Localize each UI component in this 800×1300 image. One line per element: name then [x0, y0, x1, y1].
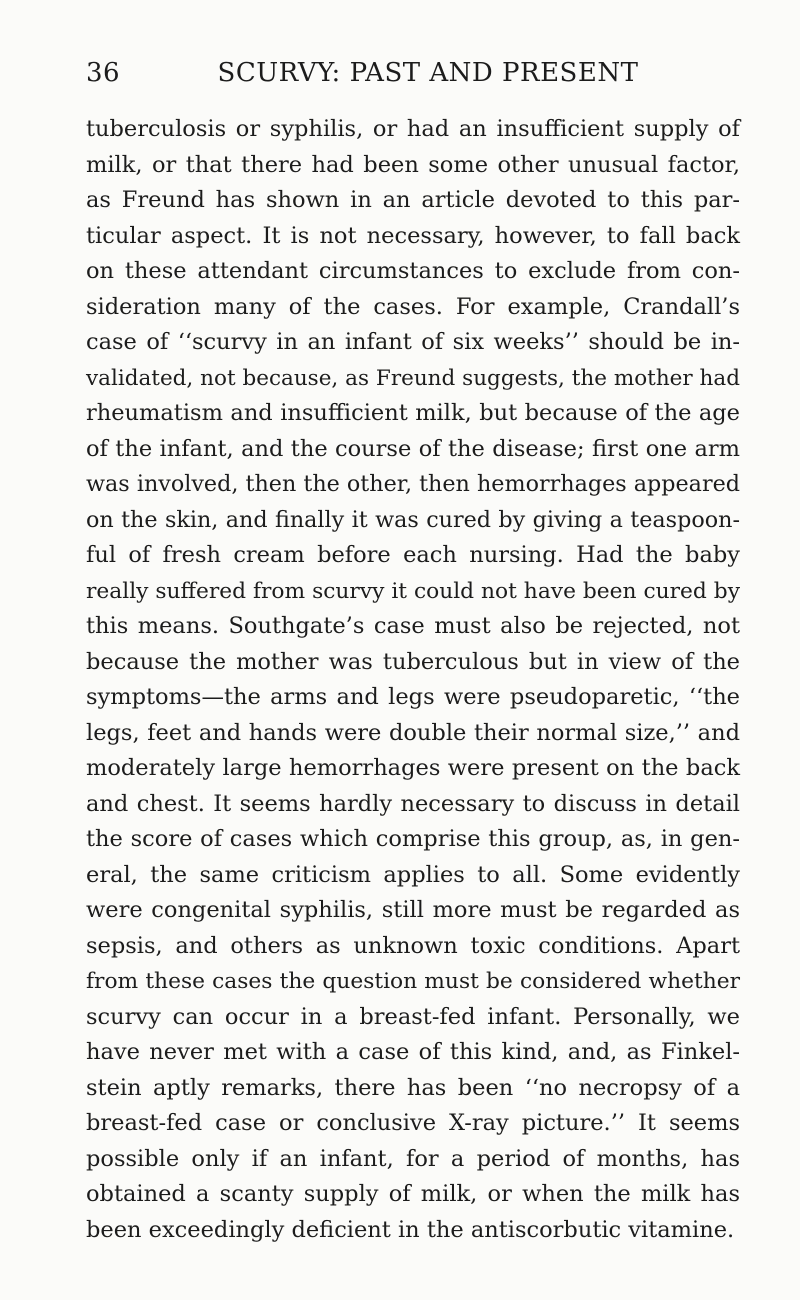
text-line: have never met with a case of this kind, and, as Finkel-	[86, 1039, 740, 1065]
text-line: the score of cases which comprise this group, as, in gen-	[86, 826, 740, 852]
text-line: stein aptly remarks, there has been ‘‘no necropsy of a	[86, 1074, 740, 1101]
text-line: sepsis, and others as unknown toxic conditions. Apart	[86, 932, 740, 959]
text-line: been exceedingly deficient in the antiscorbutic vitamine.	[86, 1216, 735, 1243]
body-paragraph	[86, 112, 740, 1248]
text-line: of the infant, and the course of the disease; first one arm	[86, 435, 740, 462]
text-line: case of ‘‘scurvy in an infant of six weeks’’ should be in-	[86, 329, 740, 355]
text-line: breast-fed case or conclusive X-ray picture.’’ It seems	[86, 1110, 740, 1136]
text-line: milk, or that there had been some other unusual factor,	[86, 151, 740, 178]
running-head	[86, 58, 740, 98]
text-line: this means. Southgate’s case must also be rejected, not	[86, 613, 740, 639]
text-line: really suffered from scurvy it could not have been cured by	[86, 578, 740, 604]
text-line: as Freund has shown in an article devoted to this par-	[86, 187, 740, 213]
running-title: SCURVY: PAST AND PRESENT	[217, 58, 639, 88]
text-line: ticular aspect. It is not necessary, however, to fall back	[86, 222, 740, 249]
text-line: and chest. It seems hardly necessary to discuss in detail	[86, 790, 740, 817]
text-line: scurvy can occur in a breast-fed infant. Personally, we	[86, 1003, 740, 1030]
text-line: was involved, then the other, then hemorrhages appeared	[86, 471, 740, 497]
text-line: on these attendant circumstances to exclude from con-	[86, 258, 740, 284]
text-line: because the mother was tuberculous but in view of the	[86, 648, 740, 675]
text-line: tuberculosis or syphilis, or had an insufficient supply of	[86, 116, 740, 142]
text-line: on the skin, and finally it was cured by giving a teaspoon-	[86, 506, 740, 533]
text-line: from these cases the question must be considered whether	[86, 969, 740, 994]
text-line: obtained a scanty supply of milk, or when the milk has	[86, 1181, 740, 1207]
text-line: validated, not because, as Freund suggests, the mother had	[86, 365, 740, 391]
text-line: possible only if an infant, for a period of months, has	[86, 1145, 740, 1172]
text-line: sideration many of the cases. For example, Crandall’s	[86, 293, 740, 320]
text-line: were congenital syphilis, still more must be regarded as	[86, 897, 740, 923]
text-line: eral, the same criticism applies to all. Some evidently	[86, 861, 740, 888]
text-line: moderately large hemorrhages were present on the back	[86, 755, 740, 781]
text-line: rheumatism and insufficient milk, but because of the age	[86, 400, 740, 426]
text-line: legs, feet and hands were double their normal size,’’ and	[86, 719, 740, 746]
text-line: symptoms—the arms and legs were pseudoparetic, ‘‘the	[86, 684, 740, 710]
page-number: 36	[86, 58, 121, 88]
text-line: ful of fresh cream before each nursing. Had the baby	[86, 542, 740, 568]
